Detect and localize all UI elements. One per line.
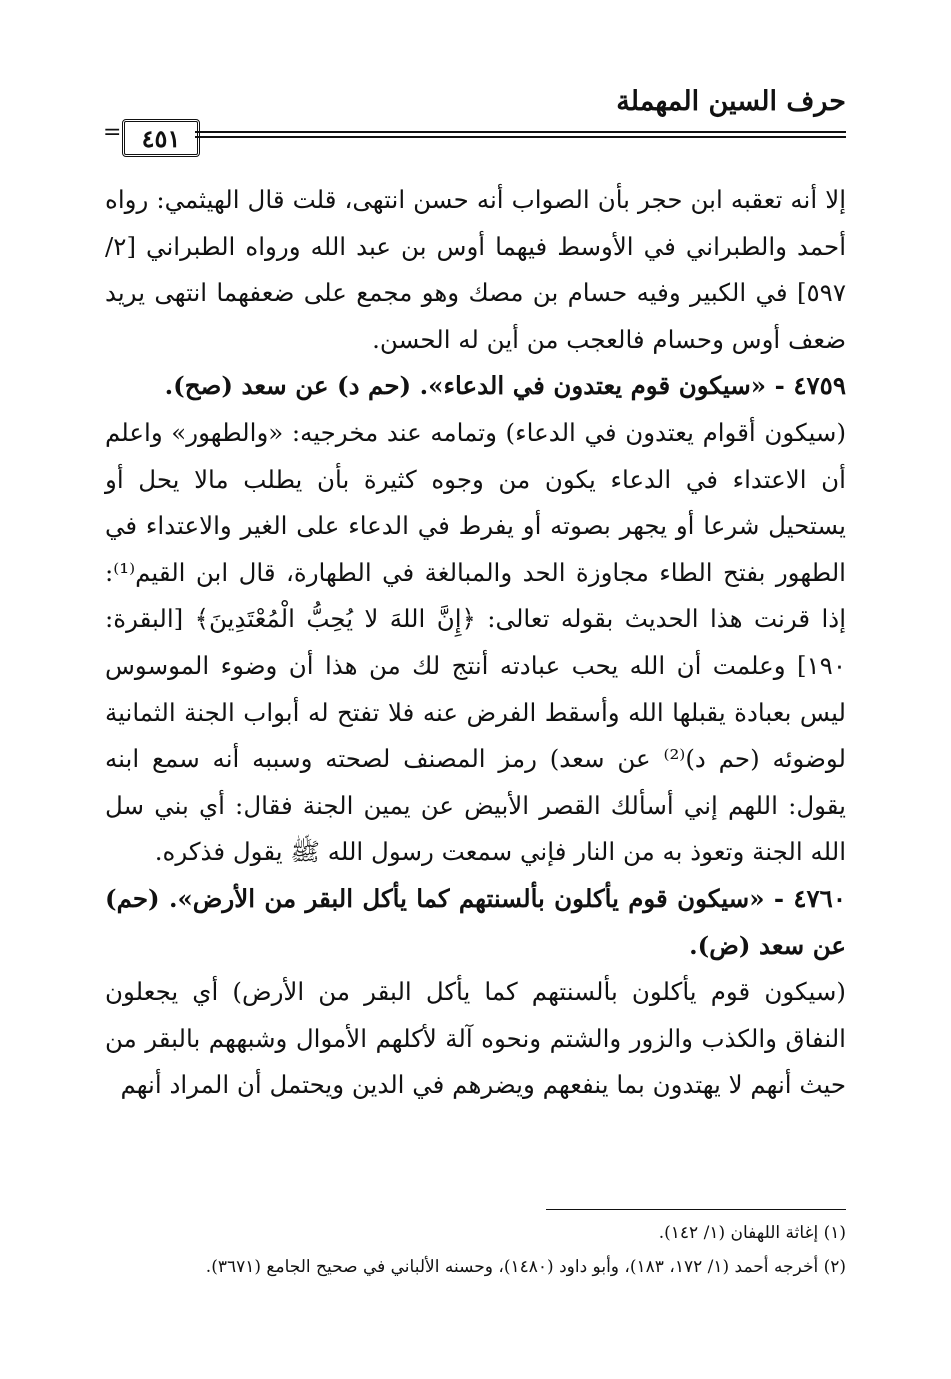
footnote: (١) إغاثة اللهفان (١/ ١٤٢). — [658, 1223, 846, 1243]
hadith-entry: ٤٧٥٩ - «سيكون قوم يعتدون في الدعاء». (حم د) عن سعد (صح). — [164, 371, 846, 401]
header-rule — [195, 136, 846, 138]
paragraph: إلا أنه تعقبه ابن حجر بأن الصواب أنه حسن انتهى، قلت قال الهيثمي: رواه أحمد والطبراني في الأوسط فيهما أوس بن عبد الله ورواه الطبراني [٢/ ٥٩٧] في الكبير وفيه حسام بن مصك وهو مجمع على ضعفهما انتهى يريد ضعف أوس وحسام فالعجب من أين له الحسن. — [105, 185, 846, 354]
paragraph: (سيكون أقوام يعتدون في الدعاء) وتمامه عند مخرجيه: «والطهور» واعلم أن الاعتداء في الدعاء يكون من وجوه كثيرة بأن يطلب مالا يحل أو يستحيل شرعا أو يجهر بصوته أو يفرط في الدعاء على الغير والاعتداء في الطهور بفتح الطاء مجاوزة الحد والمبالغة في الطهارة، قال ابن القيم⁽¹⁾: إذا قرنت هذا الحديث بقوله تعالى: ﴿إِنَّ اللهَ لا يُحِبُّ الْمُعْتَدِينَ﴾ [البقرة: ١٩٠] وعلمت أن الله يحب عبادته أنتج لك من هذا أن وضوء الموسوس ليس بعبادة يقبلها الله وأسقط الفرض عنه فلا تفتح له أبواب الجنة الثمانية لوضوئه (حم د)⁽²⁾ عن سعد) رمز المصنف لصحته وسببه أنه سمع ابنه يقول: اللهم إني أسألك القصر الأبيض عن يمين الجنة فقال: أي بني سل الله الجنة وتعوذ به من النار فإني سمعت رسول الله ﷺ يقول فذكره. — [105, 417, 846, 867]
page-number: ٤٥١ — [122, 119, 200, 157]
footnote-rule — [546, 1209, 846, 1210]
running-header-title: حرف السين المهملة — [616, 86, 846, 117]
footnote: (٢) أخرجه أحمد (١/ ١٧٢، ١٨٣)، وأبو داود (١٤٨٠)، وحسنه الألباني في صحيح الجامع (٣٦٧١). — [205, 1257, 846, 1277]
footnotes — [105, 1216, 846, 1284]
paragraph: (سيكون قوم يأكلون بألسنتهم كما يأكل البقر من الأرض) أي يجعلون النفاق والكذب والزور والشتم ونحوه آلة لأكلهم الأموال وشبههم بالبقر من حيث أنهم لا يهتدون بما ينفعهم ويضرهم في الدين ويحتمل أن المراد أنهم — [105, 977, 846, 1100]
header-ornament: = — [103, 120, 122, 145]
header-rule — [195, 131, 846, 133]
hadith-entry: ٤٧٦٠ - «سيكون قوم يأكلون بألسنتهم كما يأكل البقر من الأرض». (حم) عن سعد (ض). — [105, 883, 846, 960]
main-text — [105, 177, 846, 1109]
